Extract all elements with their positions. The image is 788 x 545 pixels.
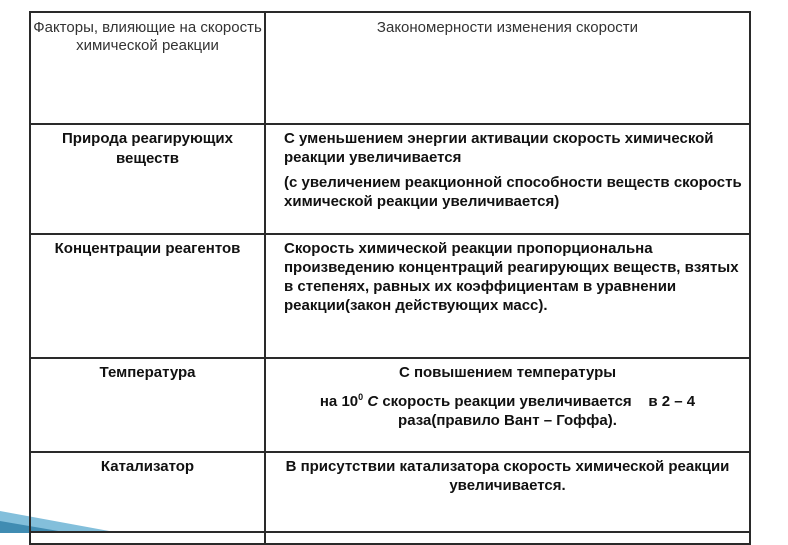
description-cell [265,124,750,234]
table-header-row [30,12,750,124]
nature-description-note: (с увеличением реакционной способности веществ скорость химической реакции увеличивается) [284,174,742,210]
factor-cell [30,452,265,532]
temperature-unit: С [367,393,379,410]
factors-table [29,11,751,545]
temperature-suffix: скорость реакции увеличивается в 2 – 4 [382,393,696,410]
description-cell [265,358,750,452]
header-cell-patterns [265,12,750,124]
degree-sup: 0 [358,392,364,402]
factor-cell [30,124,265,234]
factor-concentration: Концентрации реагентов [54,240,241,257]
header-factors-text: Факторы, влияющие на скорость химической реакции [33,19,262,54]
factor-nature: Природа реагирующих веществ [62,130,233,167]
factor-temperature: Температура [99,364,196,381]
nature-description: С уменьшением энергии активации скорость химической реакции увеличивается [284,130,714,166]
temperature-prefix: на 10 [319,393,359,410]
description-cell [265,452,750,532]
empty-cell [30,532,265,544]
factor-cell [30,234,265,358]
table-row [30,234,750,358]
catalyst-description: В присутствии катализатора скорость химической реакции увеличивается. [285,458,730,494]
table-row [30,358,750,452]
temperature-line-2 [272,388,743,411]
concentration-description: Скорость химической реакции пропорциональна произведению концентраций реагирующих веществ, взятых в степенях, равных их коэффициентам в уравнении реакции(закон действующих масс). [284,240,739,314]
temperature-line-1: С повышением температуры [398,364,617,381]
temperature-line-3: раза(правило Вант – Гоффа). [398,412,617,429]
factor-catalyst: Катализатор [100,458,195,475]
table-row-partial [30,532,750,544]
description-cell [265,234,750,358]
table-row [30,452,750,532]
header-cell-factors [30,12,265,124]
header-patterns-text: Закономерности изменения скорости [376,19,639,36]
factor-cell [30,358,265,452]
table-row [30,124,750,234]
empty-cell [265,532,750,544]
